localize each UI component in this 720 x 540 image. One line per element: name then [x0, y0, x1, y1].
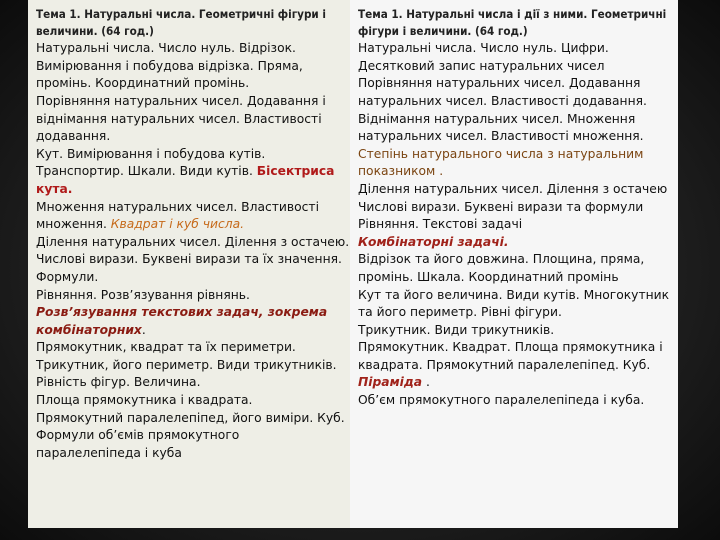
left-topic-line: паралелепіпеда і куба [36, 445, 182, 460]
line-text: множення. [36, 217, 111, 232]
right-topic-line: та його периметр. Рівні фігури. [358, 305, 562, 320]
highlighted-topic: показником . [358, 164, 444, 179]
left-title-line-2: величини. (64 год.) [36, 23, 154, 38]
highlighted-topic: Комбінаторні задачі. [358, 234, 509, 249]
left-column-title [36, 6, 344, 39]
left-topic-line: Рівність фігур. Величина. [36, 375, 201, 390]
left-topic-line [36, 163, 344, 181]
right-topic-line: Рівняння. Текстові задачі [358, 217, 523, 232]
highlighted-topic: Бісектриса [256, 164, 335, 179]
right-column [350, 0, 678, 528]
right-topic-line [358, 234, 672, 252]
left-topic-line [36, 304, 344, 322]
right-topic-line: Десятковий запис натуральних чисел [358, 58, 605, 73]
left-topic-list [36, 40, 350, 462]
right-topic-line [358, 374, 672, 392]
left-topic-line: Вимірювання і побудова відрізка. Пряма, [36, 58, 303, 73]
left-column [28, 0, 350, 528]
left-topic-line [36, 322, 344, 340]
highlighted-topic: кута. [36, 181, 73, 196]
line-text: . [422, 375, 430, 390]
left-topic-line: Формули об’ємів прямокутного [36, 428, 240, 443]
highlighted-topic: Піраміда [358, 375, 423, 390]
right-topic-line: Кут та його величина. Види кутів. Многокутник [358, 287, 670, 302]
right-topic-line: Прямокутник. Квадрат. Площа прямокутника і [358, 340, 663, 355]
right-column-title [358, 6, 672, 39]
left-topic-line: Прямокутний паралелепіпед, його виміри. Куб. [36, 410, 345, 425]
left-topic-line: Числові вирази. Буквені вирази та їх значення. [36, 252, 342, 267]
left-topic-line: Прямокутник, квадрат та їх периметри. [36, 340, 296, 355]
left-topic-line: Порівняння натуральних чисел. Додавання і [36, 93, 326, 108]
right-title-line-1: Тема 1. Натуральні числа і дії з ними. Геометричні [358, 7, 667, 21]
left-topic-line: Натуральні числа. Число нуль. Відрізок. [36, 41, 296, 56]
left-topic-line: Формули. [36, 269, 99, 284]
right-topic-line: промінь. Шкала. Координатний промінь [358, 269, 619, 284]
highlighted-topic: комбінаторних [36, 322, 142, 337]
left-topic-line: Трикутник, його периметр. Види трикутників. [36, 357, 337, 372]
right-title-line-2: фігури і величини. (64 год.) [358, 23, 528, 38]
right-topic-line: Числові вирази. Буквені вирази та формули [358, 199, 644, 214]
line-text: Транспортир. Шкали. Види кутів. [36, 164, 257, 179]
left-topic-line: промінь. Координатний промінь. [36, 76, 250, 91]
right-topic-line: квадрата. Прямокутний паралелепіпед. Куб. [358, 357, 651, 372]
right-topic-line: Натуральні числа. Число нуль. Цифри. [358, 41, 609, 56]
left-topic-line: додавання. [36, 129, 111, 144]
left-title-line-1: Тема 1. Натуральні числа. Геометричні фігури і [36, 7, 326, 21]
right-topic-line: натуральних чисел. Властивості множення. [358, 129, 644, 144]
highlighted-topic: Розв’язування текстових задач, зокрема [36, 305, 328, 320]
left-topic-line: Рівняння. Розв’язування рівнянь. [36, 287, 250, 302]
right-topic-line [358, 163, 672, 181]
right-topic-line: Віднімання натуральних чисел. Множення [358, 111, 636, 126]
highlighted-topic: Степінь натурального числа з натуральним [358, 146, 644, 161]
right-topic-list [358, 40, 672, 409]
right-topic-line: натуральних чисел. Властивості додавання. [358, 93, 647, 108]
left-topic-line: віднімання натуральних чисел. Властивості [36, 111, 322, 126]
left-topic-line: Площа прямокутника і квадрата. [36, 393, 253, 408]
left-topic-line: Кут. Вимірювання і побудова кутів. [36, 146, 266, 161]
highlighted-topic: Квадрат і куб числа. [110, 217, 245, 232]
right-topic-line: Об’єм прямокутного паралелепіпеда і куба. [358, 393, 645, 408]
right-topic-line: Відрізок та його довжина. Площина, пряма, [358, 252, 645, 267]
left-topic-line: Множення натуральних чисел. Властивості [36, 199, 320, 214]
left-topic-line [36, 181, 344, 199]
slide-panel [28, 0, 678, 528]
right-topic-line [358, 146, 672, 164]
right-topic-line: Порівняння натуральних чисел. Додавання [358, 76, 641, 91]
right-topic-line: Ділення натуральних чисел. Ділення з остачею [358, 181, 668, 196]
left-topic-line: Ділення натуральних чисел. Ділення з остачею. [36, 234, 350, 249]
line-text: . [141, 322, 146, 337]
left-topic-line [36, 216, 344, 234]
right-topic-line: Трикутник. Види трикутників. [358, 322, 555, 337]
